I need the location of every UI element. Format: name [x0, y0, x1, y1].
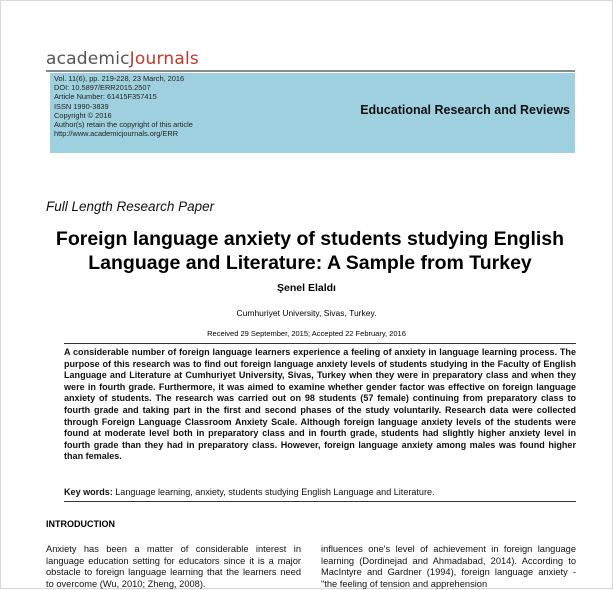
paper-type: Full Length Research Paper [46, 199, 215, 214]
received-accepted-dates: Received 29 September, 2015; Accepted 22 February, 2016 [207, 329, 406, 338]
article-title: Foreign language anxiety of students studying English Language and Literature: A Sample from Turkey [55, 228, 565, 274]
abstract-text: A considerable number of foreign language learners experience a feeling of anxiety in language learning process. The purpose of this research was to find out foreign language anxiety levels of students studying in the Faculty of English Language and Literature at Cumhuriyet University, Sivas, Turkey when they were in preparatory class and when they were in fourth grade. Furthermore, it was aimed to examine whether gender factor was effective on foreign language anxiety of students. The research was carried out on 98 students (57 female) continuing from preparatory class to fourth grade and taking part in the first and second phases of the study voluntarily. Research data were collected through Foreign Language Classroom Anxiety Scale. Although foreign language anxiety levels of the students were found at moderate level both in preparatory class and in fourth grade, students had slightly higher anxiety level in fourth grade than they had in preparatory class. However, foreign language anxiety among males was found higher than females. [64, 347, 576, 462]
keywords-label: Key words: [64, 487, 113, 497]
author-affiliation: Cumhuriyet University, Sivas, Turkey. [236, 308, 377, 318]
introduction-heading: INTRODUCTION [46, 519, 115, 529]
journal-name: Educational Research and Reviews [360, 103, 570, 117]
intro-right-column: influences one's level of achievement in foreign language learning (Dordinejad and Ahmadabad, 2014). According to MacIntyre and Gardner (1994), foreign language anxiety - "the feeling of tension and apprehension [321, 544, 576, 589]
keywords-list: Language learning, anxiety, students studying English Language and Literature. [112, 487, 435, 497]
journal-meta-box [50, 73, 575, 153]
meta-copyright: Copyright © 2016 [54, 110, 112, 120]
publisher-logo [46, 49, 199, 69]
logo-divider [46, 70, 575, 72]
meta-article-number: Article Number: 61415F357415 [54, 92, 157, 102]
abstract-bottom-rule [64, 501, 576, 502]
logo-journals-text: Journals [129, 49, 199, 69]
keywords [64, 487, 576, 497]
meta-url[interactable]: http://www.academicjournals.org/ERR [54, 129, 179, 139]
meta-lines [54, 74, 193, 138]
meta-issn: ISSN 1990-3839 [54, 101, 109, 111]
meta-volume: Vol. 11(6), pp. 219-228, 23 March, 2016 [54, 74, 185, 83]
author-name: Şenel Elaldı [277, 282, 336, 294]
logo-academic-text: academic [46, 49, 130, 69]
meta-doi: DOI: 10.5897/ERR2015.2507 [54, 83, 151, 93]
abstract-top-rule [64, 343, 576, 344]
intro-left-column: Anxiety has been a matter of considerable interest in language education setting for educators since it is a major obstacle to foreign language learning that the learners need to overcome (Wu, 2010; Zheng, 2008). [46, 544, 301, 589]
meta-rights: Author(s) retain the copyright of this article [54, 120, 193, 130]
